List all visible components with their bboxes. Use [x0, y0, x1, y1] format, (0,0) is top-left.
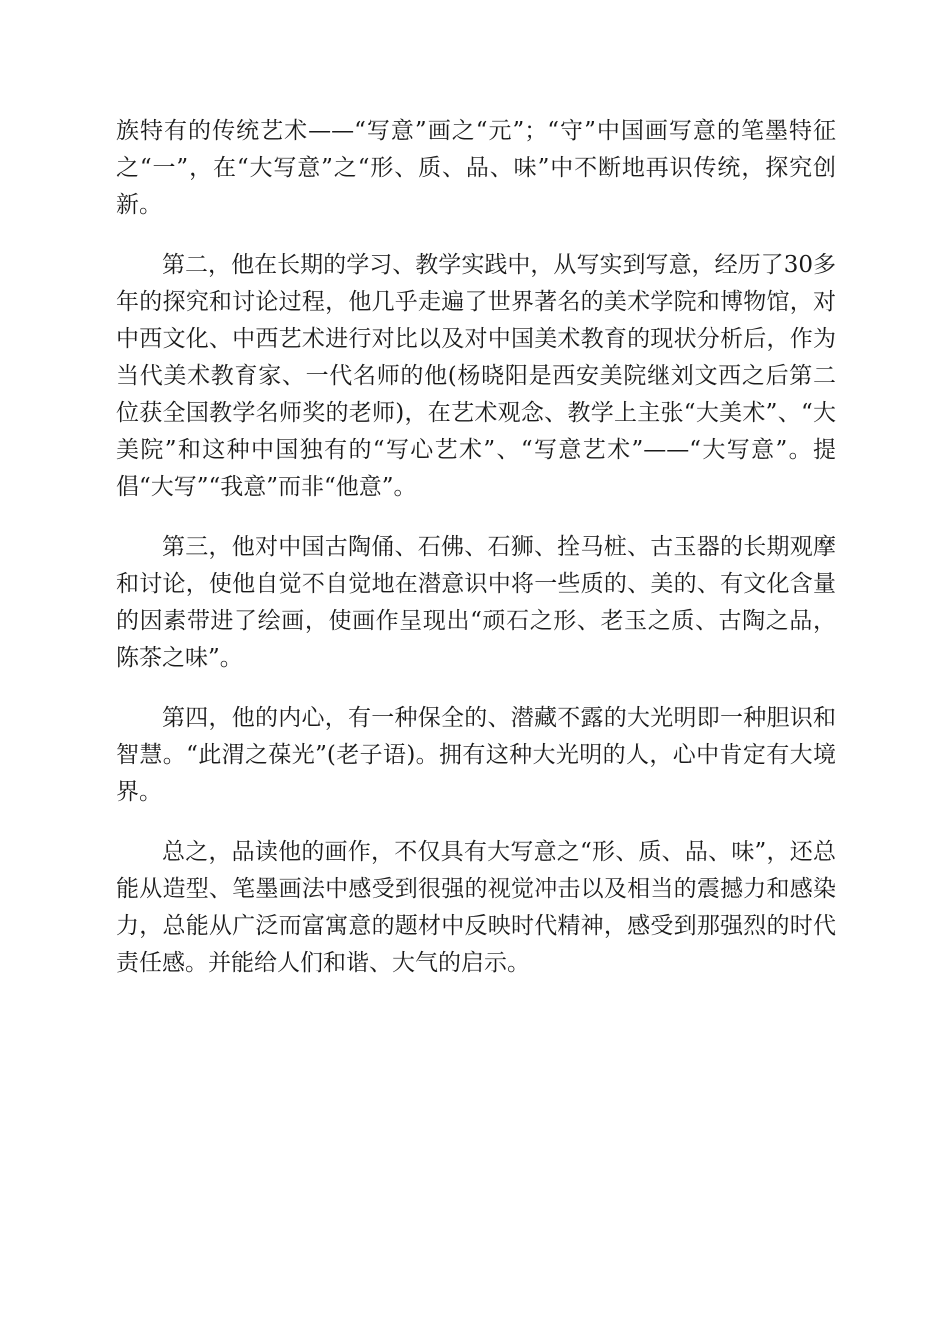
paragraph-second: 第二，他在长期的学习、教学实践中，从写实到写意，经历了30多年的探究和讨论过程，他几乎走遍了世界著名的美术学院和博物馆，对中西文化、中西艺术进行对比以及对中国美术教育的现状分析后，作为当代美术教育家、一代名师的他(杨晓阳是西安美院继刘文西之后第二位获全国教学名师奖的老师)，在艺术观念、教学上主张“大美术”、“大美院”和这种中国独有的“写心艺术”、“写意艺术”——“大写意”。提倡“大写”“我意”而非“他意”。 — [116, 252, 836, 500]
document-body — [116, 113, 836, 1005]
paragraph-fourth: 第四，他的内心，有一种保全的、潜藏不露的大光明即一种胆识和智慧。“此渭之葆光”(老子语)。拥有这种大光明的人，心中肯定有大境界。 — [116, 705, 836, 805]
paragraph-continued: 族特有的传统艺术——“写意”画之“元”；“守”中国画写意的笔墨特征之“一”，在“大写意”之“形、质、品、味”中不断地再识传统，探究创新。 — [116, 118, 836, 218]
paragraph-third: 第三，他对中国古陶俑、石佛、石狮、拴马桩、古玉器的长期观摩和讨论，使他自觉不自觉地在潜意识中将一些质的、美的、有文化含量的因素带进了绘画，使画作呈现出“顽石之形、老玉之质、古陶之品，陈茶之味”。 — [116, 534, 836, 671]
paragraph-summary: 总之，品读他的画作，不仅具有大写意之“形、质、品、味”，还总能从造型、笔墨画法中感受到很强的视觉冲击以及相当的震撼力和感染力，总能从广泛而富寓意的题材中反映时代精神，感受到那强烈的时代责任感。并能给人们和谐、大气的启示。 — [116, 839, 836, 976]
